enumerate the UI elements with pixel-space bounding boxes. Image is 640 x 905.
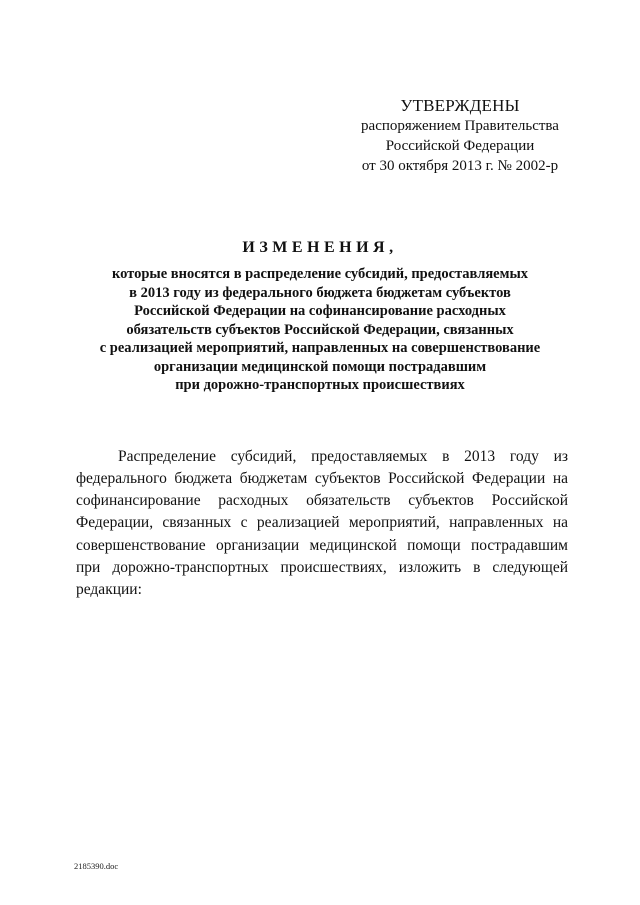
subtitle-line: обязательств субъектов Российской Федерации, связанных bbox=[126, 321, 514, 338]
document-subtitle bbox=[70, 265, 570, 395]
subtitle-line: с реализацией мероприятий, направленных на совершенствование bbox=[99, 340, 541, 356]
approval-heading: УТВЕРЖДЕНЫ bbox=[400, 96, 520, 115]
body-paragraph: Распределение субсидий, предоставляемых в 2013 году из федерального бюджета бюджетам субъектов Российской Федерации на софинансирование расходных обязательств субъектов Российской Федерации, связанных с реализацией мероприятий, направленных на совершенствование организации медицинской помощи пострадавшим при дорожно-транспортных происшествиях, изложить в следующей редакции: bbox=[76, 447, 568, 599]
approval-line-country: Российской Федерации bbox=[385, 138, 535, 154]
subtitle-line: при дорожно-транспортных происшествиях bbox=[175, 377, 465, 393]
subtitle-line: которые вносятся в распределение субсидий, предоставляемых bbox=[111, 266, 529, 282]
subtitle-line: организации медицинской помощи пострадавшим bbox=[153, 358, 487, 375]
subtitle-line: в 2013 году из федерального бюджета бюджетам субъектов bbox=[129, 284, 511, 301]
approval-line-authority: распоряжением Правительства bbox=[361, 118, 559, 134]
document-title: ИЗМЕНЕНИЯ, bbox=[242, 239, 398, 256]
approval-line-date-number: от 30 октября 2013 г. № 2002-р bbox=[361, 158, 559, 174]
subtitle-line: Российской Федерации на софинансирование расходных bbox=[134, 303, 506, 319]
file-reference: 2185390.doc bbox=[74, 861, 119, 871]
approval-stamp bbox=[330, 96, 590, 176]
